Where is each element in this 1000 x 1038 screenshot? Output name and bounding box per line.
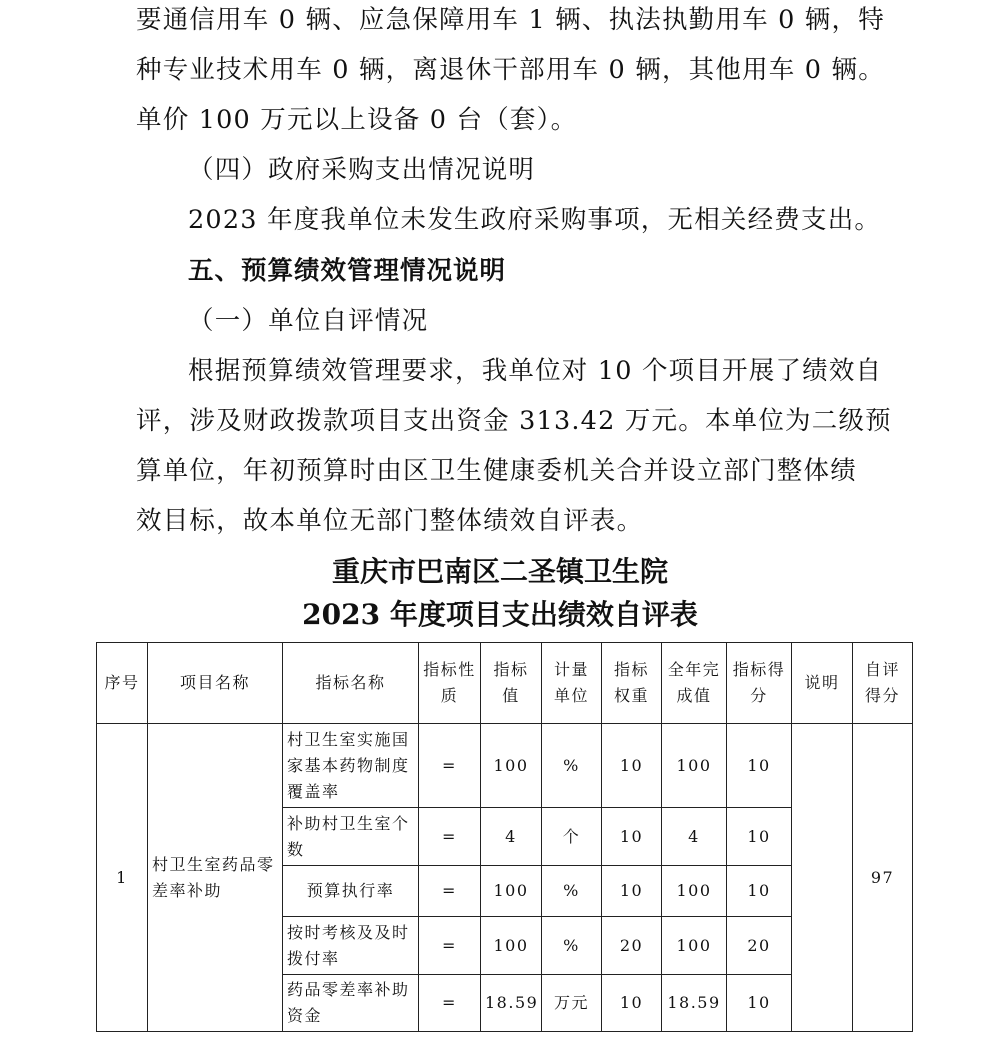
indicator-unit: % <box>542 724 602 808</box>
paragraph-line: 根据预算绩效管理要求，我单位对 10 个项目开展了绩效自 <box>188 356 883 386</box>
table-row <box>97 724 913 808</box>
section-heading-bold: 五、预算绩效管理情况说明 <box>188 256 507 286</box>
header-index: 序号 <box>97 643 148 724</box>
indicator-unit: 万元 <box>542 975 602 1032</box>
indicator-value: 100 <box>481 866 542 917</box>
header-indicator-name: 指标名称 <box>283 643 419 724</box>
indicator-value: 18.59 <box>481 975 542 1032</box>
indicator-unit: % <box>542 917 602 975</box>
paragraph-line: 2023 年度我单位未发生政府采购事项，无相关经费支出。 <box>188 205 882 235</box>
indicator-value: 4 <box>481 808 542 866</box>
header-indicator-score: 指标得分 <box>727 643 792 724</box>
header-indicator-value: 指标值 <box>481 643 542 724</box>
paragraph-line: 单价 100 万元以上设备 0 台（套）。 <box>136 105 578 135</box>
section-heading: （四）政府采购支出情况说明 <box>188 155 536 185</box>
paragraph-line: 评，涉及财政拨款项目支出资金 313.42 万元。本单位为二级预 <box>136 406 892 436</box>
paragraph-line: 种专业技术用车 0 辆，离退休干部用车 0 辆，其他用车 0 辆。 <box>136 55 885 85</box>
indicator-completed: 4 <box>662 808 727 866</box>
indicator-weight: 20 <box>602 917 662 975</box>
performance-table <box>96 642 913 1032</box>
header-self-score: 自评得分 <box>853 643 913 724</box>
header-unit: 计量单位 <box>542 643 602 724</box>
table-title-line2: 2023 年度项目支出绩效自评表 <box>302 598 698 631</box>
paragraph-line: 效目标，故本单位无部门整体绩效自评表。 <box>136 506 644 536</box>
indicator-name: 预算执行率 <box>283 866 419 917</box>
indicator-nature: = <box>419 975 481 1032</box>
indicator-name: 按时考核及及时拨付率 <box>283 917 419 975</box>
paragraph-line: 算单位，年初预算时由区卫生健康委机关合并设立部门整体绩 <box>136 456 857 486</box>
indicator-score: 10 <box>727 808 792 866</box>
indicator-completed: 18.59 <box>662 975 727 1032</box>
indicator-unit: % <box>542 866 602 917</box>
indicator-weight: 10 <box>602 808 662 866</box>
indicator-name: 药品零差率补助资金 <box>283 975 419 1032</box>
indicator-name: 补助村卫生室个数 <box>283 808 419 866</box>
header-completed: 全年完成值 <box>662 643 727 724</box>
table-header-row <box>97 643 913 724</box>
header-note: 说明 <box>792 643 853 724</box>
indicator-name: 村卫生室实施国家基本药物制度覆盖率 <box>283 724 419 808</box>
indicator-unit: 个 <box>542 808 602 866</box>
project-index: 1 <box>97 724 148 1032</box>
indicator-weight: 10 <box>602 975 662 1032</box>
header-weight: 指标权重 <box>602 643 662 724</box>
table-title-line1: 重庆市巴南区二圣镇卫生院 <box>331 555 668 588</box>
indicator-weight: 10 <box>602 866 662 917</box>
indicator-nature: = <box>419 808 481 866</box>
indicator-score: 10 <box>727 724 792 808</box>
indicator-score: 10 <box>727 866 792 917</box>
subsection-heading: （一）单位自评情况 <box>188 306 429 336</box>
indicator-nature: = <box>419 724 481 808</box>
indicator-nature: = <box>419 917 481 975</box>
indicator-completed: 100 <box>662 866 727 917</box>
indicator-completed: 100 <box>662 917 727 975</box>
indicator-score: 20 <box>727 917 792 975</box>
project-name: 村卫生室药品零差率补助 <box>148 724 283 1032</box>
indicator-weight: 10 <box>602 724 662 808</box>
header-indicator-nature: 指标性质 <box>419 643 481 724</box>
indicator-value: 100 <box>481 724 542 808</box>
indicator-completed: 100 <box>662 724 727 808</box>
indicator-value: 100 <box>481 917 542 975</box>
header-project-name: 项目名称 <box>148 643 283 724</box>
indicator-score: 10 <box>727 975 792 1032</box>
self-score: 97 <box>853 724 913 1032</box>
indicator-nature: = <box>419 866 481 917</box>
note-cell <box>792 724 853 1032</box>
paragraph-line: 要通信用车 0 辆、应急保障用车 1 辆、执法执勤用车 0 辆，特 <box>136 5 885 35</box>
